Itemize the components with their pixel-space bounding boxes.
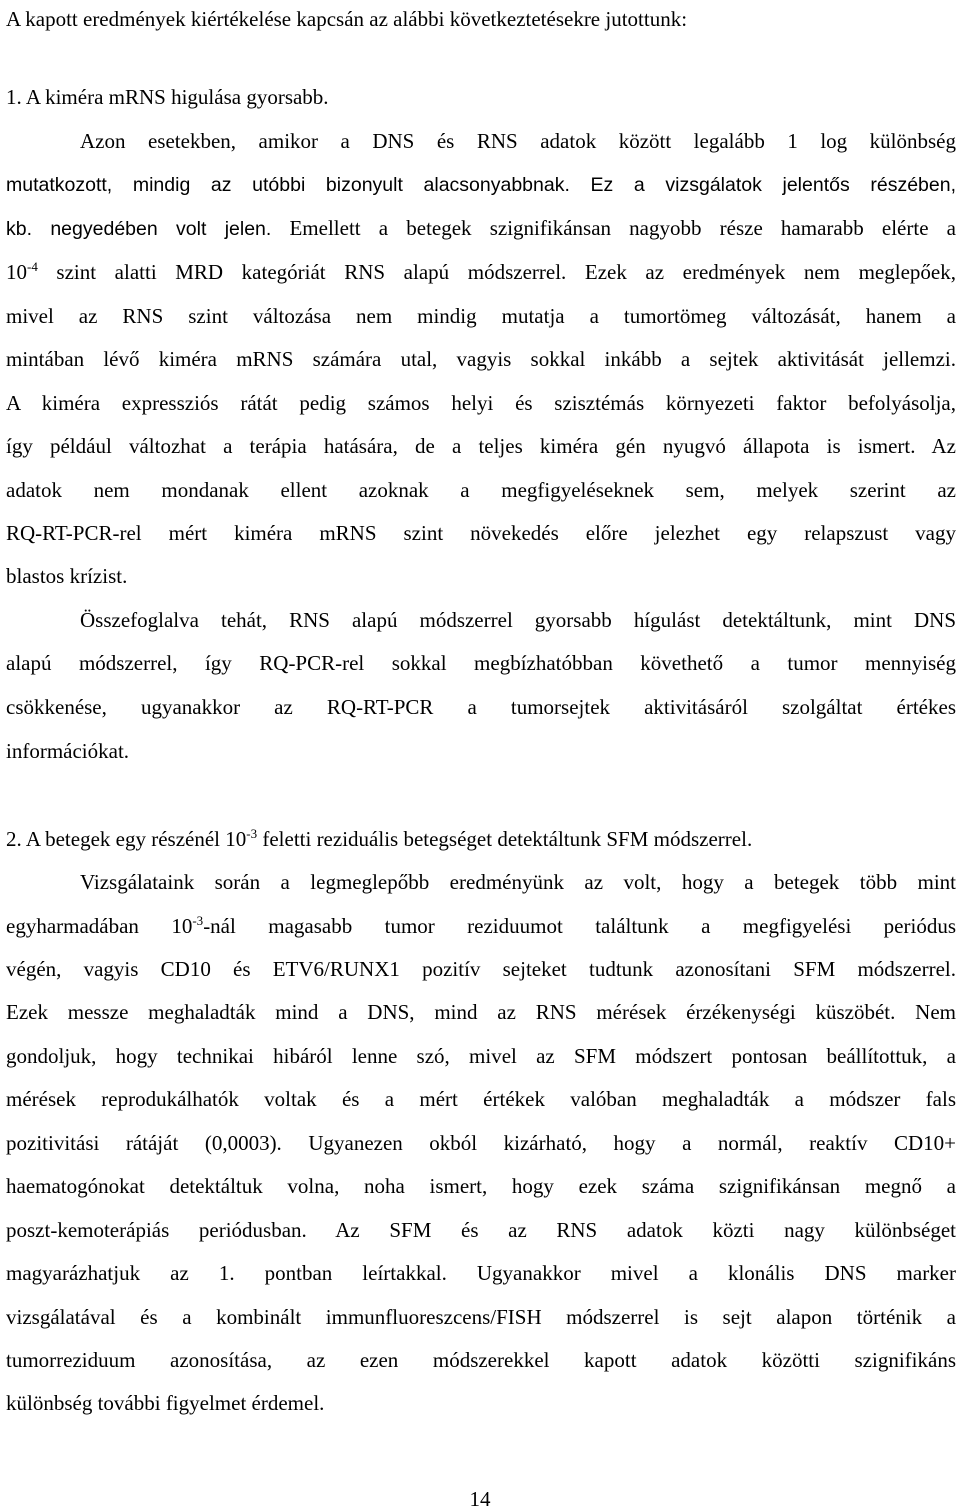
paragraph-line: Ezek messze meghaladták mind a DNS, mind az RNS mérések érzékenységi küszöbét. Nem — [6, 1000, 956, 1024]
text-span: 10 — [6, 260, 27, 284]
paragraph-line: RQ-RT-PCR-rel mért kiméra mRNS szint növekedés előre jelezhet egy relapszust vagy — [6, 521, 956, 545]
paragraph-line: különbség további figyelmet érdemel. — [6, 1391, 325, 1415]
paragraph-line: mérések reprodukálhatók voltak és a mért értékek valóban meghaladták a módszer fals — [6, 1087, 956, 1111]
paragraph-line: A kiméra expressziós rátát pedig számos helyi és szisztémás környezeti faktor befolyásolja, — [6, 391, 956, 415]
paragraph-line: mivel az RNS szint változása nem mindig mutatja a tumortömeg változását, hanem a — [6, 304, 956, 328]
paragraph-line: információkat. — [6, 739, 130, 763]
paragraph-line: gondoljuk, hogy technikai hibáról lenne szó, mivel az SFM módszert pontosan beállítottuk, a — [6, 1044, 956, 1068]
paragraph-line — [6, 259, 956, 285]
paragraph-line: adatok nem mondanak ellent azoknak a megfigyeléseknek sem, melyek szerint az — [6, 478, 956, 502]
paragraph-line: poszt-kemoterápiás periódusban. Az SFM és az RNS adatok közti nagy különbséget — [6, 1218, 956, 1242]
paragraph-line: magyarázhatjuk az 1. pontban leírtakkal. Ugyanakkor mivel a klonális DNS marker — [6, 1261, 956, 1285]
paragraph-line: Azon esetekben, amikor a DNS és RNS adatok között legalább 1 log különbség — [80, 129, 956, 153]
exponent: -3 — [246, 826, 258, 841]
paragraph-line: haematogónokat detektáltuk volna, noha ismert, hogy ezek száma szignifikánsan megnő a — [6, 1174, 956, 1198]
paragraph-line: mutatkozott, mindig az utóbbi bizonyult alacsonyabbnak. Ez a vizsgálatok jelentős részében, — [6, 174, 956, 196]
exponent: -3 — [192, 913, 204, 928]
paragraph-line: Összefoglalva tehát, RNS alapú módszerrel gyorsabb hígulást detektáltunk, mint DNS — [80, 608, 956, 632]
paragraph-line: végén, vagyis CD10 és ETV6/RUNX1 pozitív sejteket tudtunk azonosítani SFM módszerrel. — [6, 957, 956, 981]
paragraph-line — [6, 215, 956, 242]
paragraph-line: mintában lévő kiméra mRNS számára utal, vagyis sokkal inkább a sejtek aktivitását jellemzi. — [6, 347, 956, 371]
paragraph-line — [6, 913, 956, 939]
text-span: feletti reziduális betegséget detektáltunk SFM módszerrel. — [257, 827, 753, 851]
paragraph-line: így például változhat a terápia hatására, de a teljes kiméra gén nyugvó állapota is ismert. Az — [6, 434, 956, 458]
paragraph-line: vizsgálatával és a kombinált immunfluoreszcens/FISH módszerrel is sejt alapon történik a — [6, 1305, 956, 1329]
paragraph-line: Vizsgálataink során a legmeglepőbb eredményünk az volt, hogy a betegek több mint — [80, 870, 956, 894]
point-1-heading: 1. A kiméra mRNS higulása gyorsabb. — [6, 85, 329, 109]
intro-text: A kapott eredmények kiértékelése kapcsán az alábbi következtetésekre jutottunk: — [6, 7, 688, 31]
page-number: 14 — [469, 1487, 491, 1511]
paragraph-line: blastos krízist. — [6, 564, 128, 588]
point-2-heading — [6, 826, 956, 852]
paragraph-line: tumorreziduum azonosítása, az ezen módszerekkel kapott adatok közötti szignifikáns — [6, 1348, 956, 1372]
paragraph-line: alapú módszerrel, így RQ-PCR-rel sokkal megbízhatóbban követhető a tumor mennyiség — [6, 651, 956, 675]
text-span: kb. negyedében volt jelen. — [6, 218, 272, 240]
text-span: 2. A betegek egy részénél 10 — [6, 827, 247, 851]
text-span: -nál magasabb tumor reziduumot találtunk a megfigyelési periódus — [203, 914, 956, 938]
text-span: Ezek az eredmények nem meglepőek, — [566, 260, 956, 284]
text-span: szint alatti MRD kategóriát RNS alapú módszerrel. — [37, 260, 567, 284]
paragraph-line: csökkenése, ugyanakkor az RQ-RT-PCR a tumorsejtek aktivitásáról szolgáltat értékes — [6, 695, 956, 719]
text-span: egyharmadában 10 — [6, 914, 193, 938]
exponent: -4 — [27, 259, 38, 274]
text-span: Emellett a betegek szignifikánsan nagyobb része hamarabb elérte a — [271, 216, 956, 240]
paragraph-line: pozitivitási rátáját (0,0003). Ugyanezen okból kizárható, hogy a normál, reaktív CD10+ — [6, 1131, 956, 1155]
